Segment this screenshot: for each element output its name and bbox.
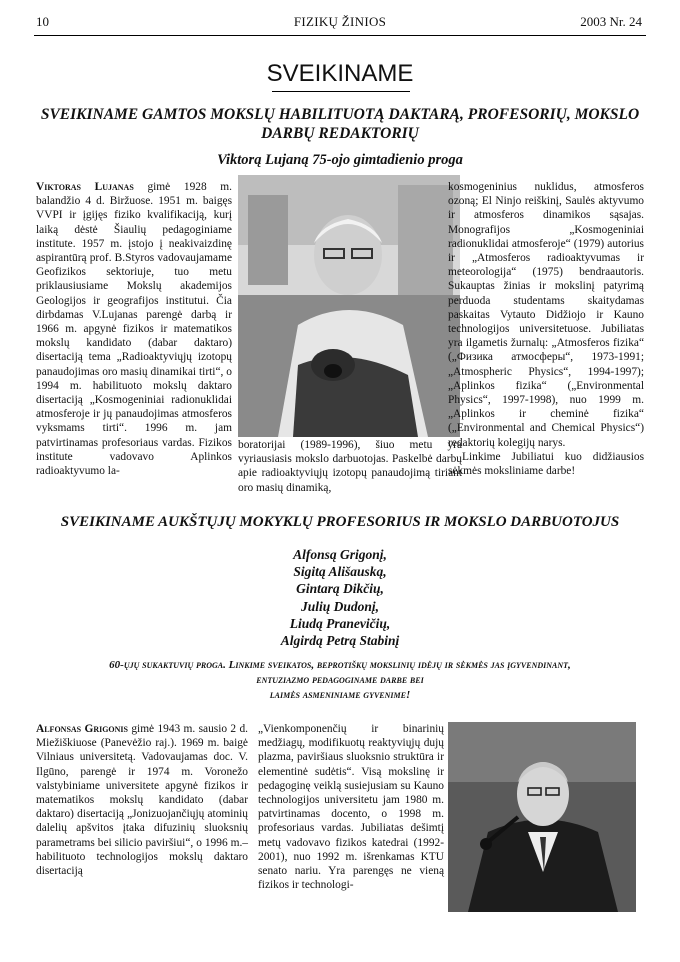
article1-subheadline: Viktorą Lujaną 75-ojo gimtadienio proga: [217, 152, 463, 168]
portrait-photo-grigonis: [448, 722, 636, 912]
article1-col3-text: kosmogeninius nuklidus, atmosferos ozoną; El Ninjo reiškinį, Saulės aktyvumo ir atmosferos dinamikos sąsajas. Monografijos „Kosmogeniniai radionuklidai atmosferoje“ (1979) autorius ir „Atmosferos radioaktyvumas ir meteorologija“ (1975) bendraautoris. Sukauptas žinias ir mokslinį patyrimą perduoda studentams skaitydamas paskaitas Vytauto Didžiojo ir Kauno technologijos universitetuose. Jubiliatas yra ilgametis žurnalų: „Atmosferos fizika“ („Физика атмосферы“, 1973-1991; „Atmospheric Physics“, 1994-1997); „Aplinkos fizika“ („Environmental Physics“, 1997-1998), nuo 1999 m. „Aplinkos ir cheminė fizika“ („Environmental and Chemical Physics“) redaktorių kolegijų narys.: [448, 181, 644, 449]
wish-line-1: 60-ųjų sukaktuvių proga. Linkime sveikatos, beprotiškų mokslinių idėjų ir sėkmės jas įgyvendinant,: [109, 659, 571, 671]
article1-column3: [448, 180, 644, 478]
header-divider: [34, 35, 646, 36]
wish-line-2: entuziazmo pedagoginame darbe bei: [256, 674, 424, 686]
page-number: 10: [36, 14, 49, 29]
anniversary-wish: [36, 658, 644, 703]
article1-column2: [238, 438, 462, 495]
wish-line-3: laimės asmeniniame gyvenime!: [269, 689, 411, 701]
honoree-name: Gintarą Dikčių,: [296, 581, 384, 597]
honoree-name: Sigitą Ališauską,: [293, 564, 387, 580]
journal-title: FIZIKŲ ŽINIOS: [293, 14, 387, 29]
article2-column2: [258, 722, 444, 892]
article1-col2-text: boratorijai (1989-1996), šiuo metu yra vyriausiasis mokslo darbuotojas. Paskelbė darbų apie radioaktyviųjų izotopų panaudojimą tiriant oro masių dinamiką,: [238, 439, 462, 494]
section-title-underline: [272, 91, 410, 92]
article1-closing: Linkime Jubiliatui kuo didžiausios sėkmės moksliniame darbe!: [448, 450, 644, 478]
article1-lead-name: Viktoras Lujanas: [36, 181, 134, 193]
article1-column1: [36, 180, 232, 478]
article2-lead-name: Alfonsas Grigonis: [36, 723, 128, 735]
issue-number: 2003 Nr. 24: [580, 14, 642, 29]
honoree-name: Alfonsą Grigonį,: [293, 547, 387, 562]
honoree-name: Liudą Pranevičių,: [289, 615, 391, 631]
honoree-names: [0, 546, 680, 649]
portrait-photo-lujanas: [238, 175, 460, 437]
article2-column1: [36, 722, 248, 878]
article1-col1-text: gimė 1928 m. balandžio 4 d. Biržuose. 1951 m. baigęs VVPI ir įgijęs fiziko kvalifikaciją, kurį laiką dėstė Šiaulių pedagoginiame institute. 1957 m. įstojo į neakivaizdinę aspirantūrą prof. B.Styros vadovaujamame Geofizikos sektoriuje, tuo metu priklausiusiame Mokslų akademijos Geologijos ir geografijos institutui. Čia dirbdamas V.Lujanas parengė darbą ir 1966 m. apgynė fizikos ir matematikos mokslų kandidato (dabar daktaro) disertaciją tema „Radioaktyviųjų izotopų panaudojimas oro masių dinamikai tirti“, o 1994 m. habilituoto mokslų daktaro disertaciją „Kosmogeniniai radionuklidai atmosferoje ir jų panaudojimas atmosferos vyksmams tirti“. 1996 m. jam patvirtinamas profesoriaus vardas. Fizikos institute vadovavo Aplinkos radioaktyvumo la-: [36, 181, 233, 478]
article1-headline: SVEIKINAME GAMTOS MOKSLŲ HABILITUOTĄ DAKTARĄ, PROFESORIŲ, MOKSLO DARBŲ REDAKTORIŲ: [40, 106, 640, 142]
honoree-name: Algirdą Petrą Stabinį: [280, 633, 400, 649]
article2-headline: SVEIKINAME AUKŠTŲJŲ MOKYKLŲ PROFESORIUS IR MOKSLO DARBUOTOJUS: [60, 514, 620, 530]
article2-col2-text: „Vienkomponenčių ir binarinių medžiagų, modifikuotų reaktyviųjų dujų plazma, paviršiaus sluoksnio struktūra ir elementinė sudėtis“. Visą mokslinę ir pedagoginę veiklą susiejusiam su Kauno technologijos universitetu jam 1980 m. patvirtinamas docento, o 1998 m. profesoriaus vardas. Jubiliatas dešimtį metų vadovavo fizikos katedrai (1992-2001), nuo 1992 m. išrenkamas KTU senato nariu. Yra parengęs ne vieną fizikos ir technologi-: [258, 723, 444, 892]
section-title: SVEIKINAME: [266, 60, 414, 87]
article2-col1-text: gimė 1943 m. sausio 2 d. Miežiškiuose (Panevėžio raj.). 1969 m. baigė Vilniaus universitetą. Vadovaujamas doc. V. Ilgūno, parengė ir 1974 m. Voronežo valstybiniame universitete apgynė fizikos ir matematikos mokslų kandidato (dabar daktaro) disertaciją „Jonizuojančiųjų atominių dalelių apšvitos įtaka difuzinių sluoksnių parametrams bei silicio paviršiui“, o 1996 m.–habilituoto technologijos mokslų daktaro disertaciją: [36, 723, 248, 878]
honoree-name: Julių Dudonį,: [300, 598, 380, 614]
